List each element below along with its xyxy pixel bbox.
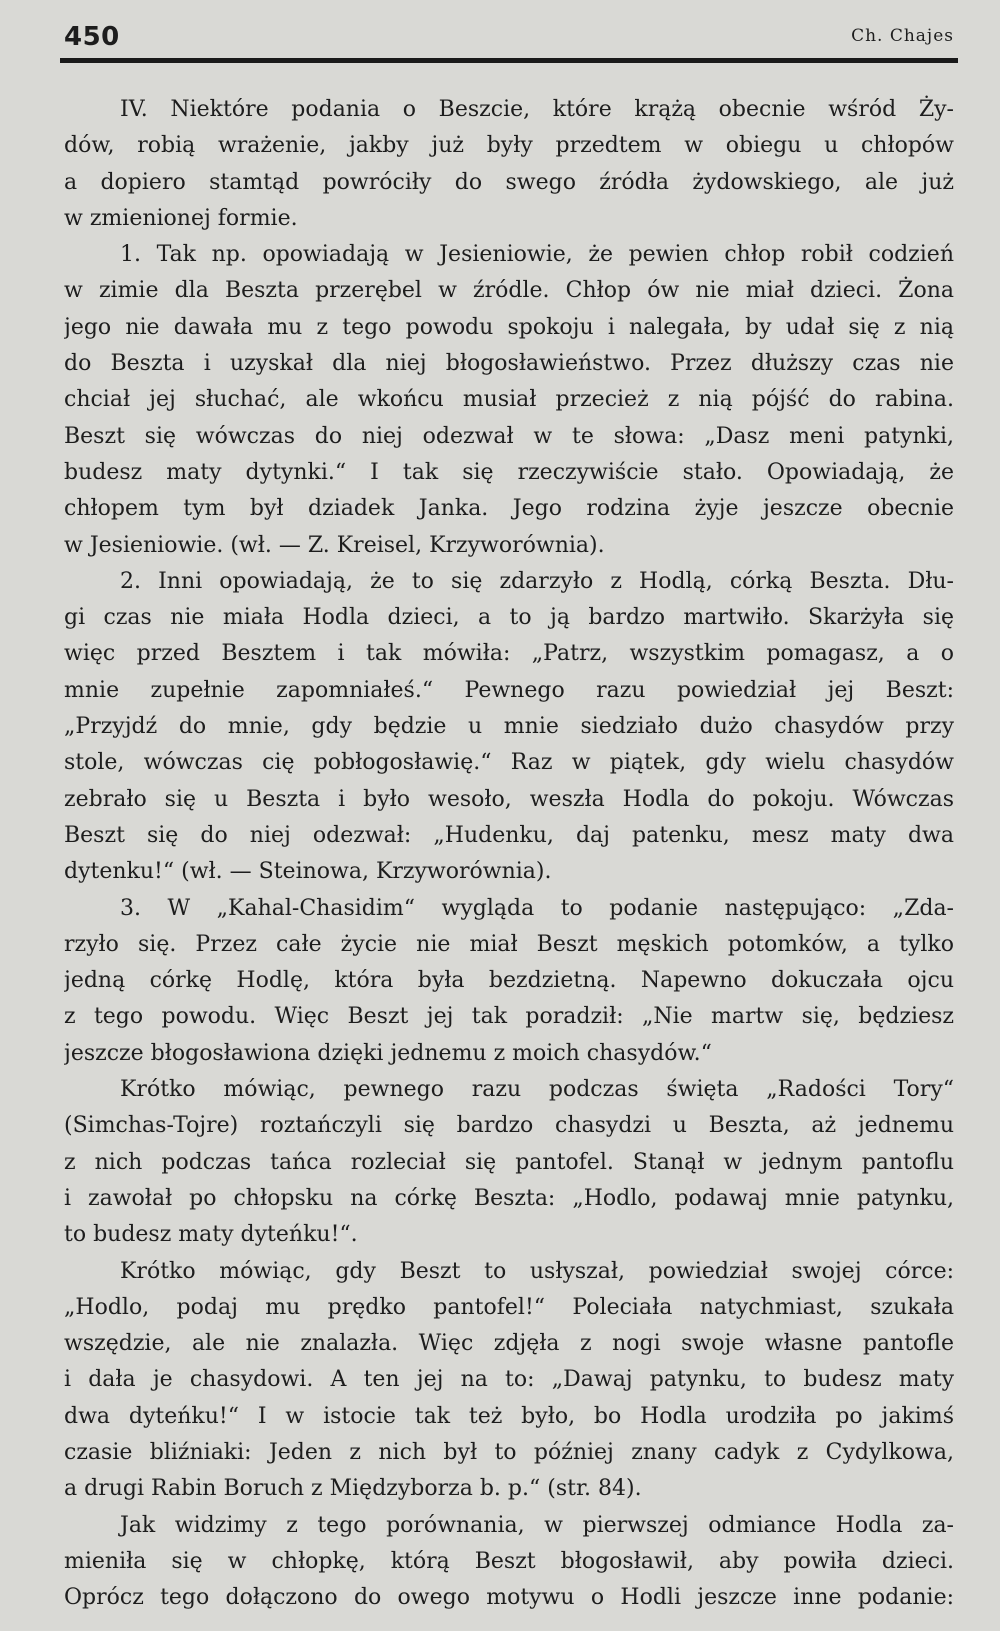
text-line: dów, robią wrażenie, jakby już były przedtem w obiegu u chłopów — [64, 133, 954, 159]
text-line: Jak widzimy z tego porównania, w pierwszej odmiance Hodla za- — [120, 1512, 954, 1538]
text-line: gi czas nie miała Hodla dzieci, a to ją bardzo martwiło. Skarżyła się — [64, 605, 954, 631]
text-line: do Beszta i uzyskał dla niej błogosławieństwo. Przez dłuższy czas nie — [64, 351, 954, 377]
text-line: a drugi Rabin Boruch z Międzyborza b. p.“ (str. 84). — [64, 1476, 642, 1502]
text-line: Krótko mówiąc, pewnego razu podczas święta „Radości Tory“ — [120, 1077, 954, 1103]
text-line: 2. Inni opowiadają, że to się zdarzyło z Hodlą, córką Beszta. Dłu- — [120, 568, 954, 594]
running-head-author: Ch. Chajes — [851, 26, 954, 46]
text-line: Beszt się do niej odezwał: „Hudenku, daj patenku, mesz maty dwa — [64, 822, 954, 848]
text-line: „Hodlo, podaj mu prędko pantofel!“ Poleciała natychmiast, szukała — [64, 1294, 954, 1320]
text-line: mnie zupełnie zapomniałeś.“ Pewnego razu powiedział jej Beszt: — [64, 677, 954, 703]
text-line: to budesz maty dyteńku!“. — [64, 1222, 358, 1248]
running-head — [64, 22, 954, 58]
text-line: jedną córkę Hodlę, która była bezdzietną. Napewno dokuczała ojcu — [64, 968, 954, 994]
text-line: czasie bliźniaki: Jeden z nich był to później znany cadyk z Cydylkowa, — [64, 1439, 954, 1465]
text-line: z nich podczas tańca rozleciał się pantofel. Stanął w jednym pantoflu — [64, 1149, 954, 1175]
text-line: w Jesieniowie. (wł. — Z. Kreisel, Krzyworównia). — [64, 532, 605, 558]
text-line: dytenku!“ (wł. — Steinowa, Krzyworównia). — [64, 859, 552, 885]
text-line: chłopem tym był dziadek Janka. Jego rodzina żyje jeszcze obecnie — [64, 496, 954, 522]
text-line: jeszcze błogosławiona dzięki jednemu z moich chasydów.“ — [64, 1040, 712, 1066]
body-text — [64, 92, 954, 1616]
text-line: Oprócz tego dołączono do owego motywu o Hodli jeszcze inne podanie: — [64, 1585, 954, 1611]
text-line: jego nie dawała mu z tego powodu spokoju i nalegała, by udał się z nią — [64, 314, 954, 340]
text-line: Beszt się wówczas do niej odezwał w te słowa: „Dasz meni patynki, — [64, 423, 954, 449]
text-line: mieniła się w chłopkę, którą Beszt błogosławił, aby powiła dzieci. — [64, 1548, 954, 1574]
text-line: dwa dyteńku!“ I w istocie tak też było, bo Hodla urodziła po jakimś — [64, 1403, 954, 1429]
page-number: 450 — [64, 22, 120, 52]
text-line: 3. W „Kahal-Chasidim“ wygląda to podanie następująco: „Zda- — [120, 895, 954, 921]
text-line: chciał jej słuchać, ale wkońcu musiał przecież z nią pójść do rabina. — [64, 387, 954, 413]
text-line: IV. Niektóre podania o Beszcie, które krążą obecnie wśród Ży- — [120, 97, 954, 122]
text-line: z tego powodu. Więc Beszt jej tak poradził: „Nie martw się, będziesz — [64, 1004, 954, 1030]
text-line: Krótko mówiąc, gdy Beszt to usłyszał, powiedział swojej córce: — [120, 1258, 954, 1284]
text-line: zebrało się u Beszta i było wesoło, weszła Hodla do pokoju. Wówczas — [64, 786, 954, 812]
text-line: a dopiero stamtąd powróciły do swego źródła żydowskiego, ale już — [64, 169, 954, 195]
text-line: i dała je chasydowi. A ten jej na to: „Dawaj patynku, to budesz maty — [64, 1367, 954, 1393]
text-line: 1. Tak np. opowiadają w Jesieniowie, że pewien chłop robił codzień — [120, 242, 954, 268]
text-line: stole, wówczas cię pobłogosławię.“ Raz w piątek, gdy wielu chasydów — [64, 750, 954, 776]
text-line: wszędzie, ale nie znalazła. Więc zdjęła z nogi swoje własne pantofle — [64, 1331, 954, 1357]
text-line: „Przyjdź do mnie, gdy będzie u mnie siedziało dużo chasydów przy — [64, 714, 954, 740]
header-rule — [60, 58, 958, 63]
text-line: i zawołał po chłopsku na córkę Beszta: „Hodlo, podawaj mnie patynku, — [64, 1185, 954, 1211]
text-line: w zmienionej formie. — [64, 205, 298, 231]
text-line: rzyło się. Przez całe życie nie miał Beszt męskich potomków, a tylko — [64, 931, 954, 957]
text-line: więc przed Besztem i tak mówiła: „Patrz, wszystkim pomagasz, a o — [64, 641, 954, 667]
text-line: budesz maty dytynki.“ I tak się rzeczywiście stało. Opowiadają, że — [64, 459, 954, 485]
text-line: w zimie dla Beszta przerębel w źródle. Chłop ów nie miał dzieci. Żona — [64, 278, 954, 304]
text-line: (Simchas-Tojre) roztańczyli się bardzo chasydzi u Beszta, aż jednemu — [64, 1113, 954, 1139]
